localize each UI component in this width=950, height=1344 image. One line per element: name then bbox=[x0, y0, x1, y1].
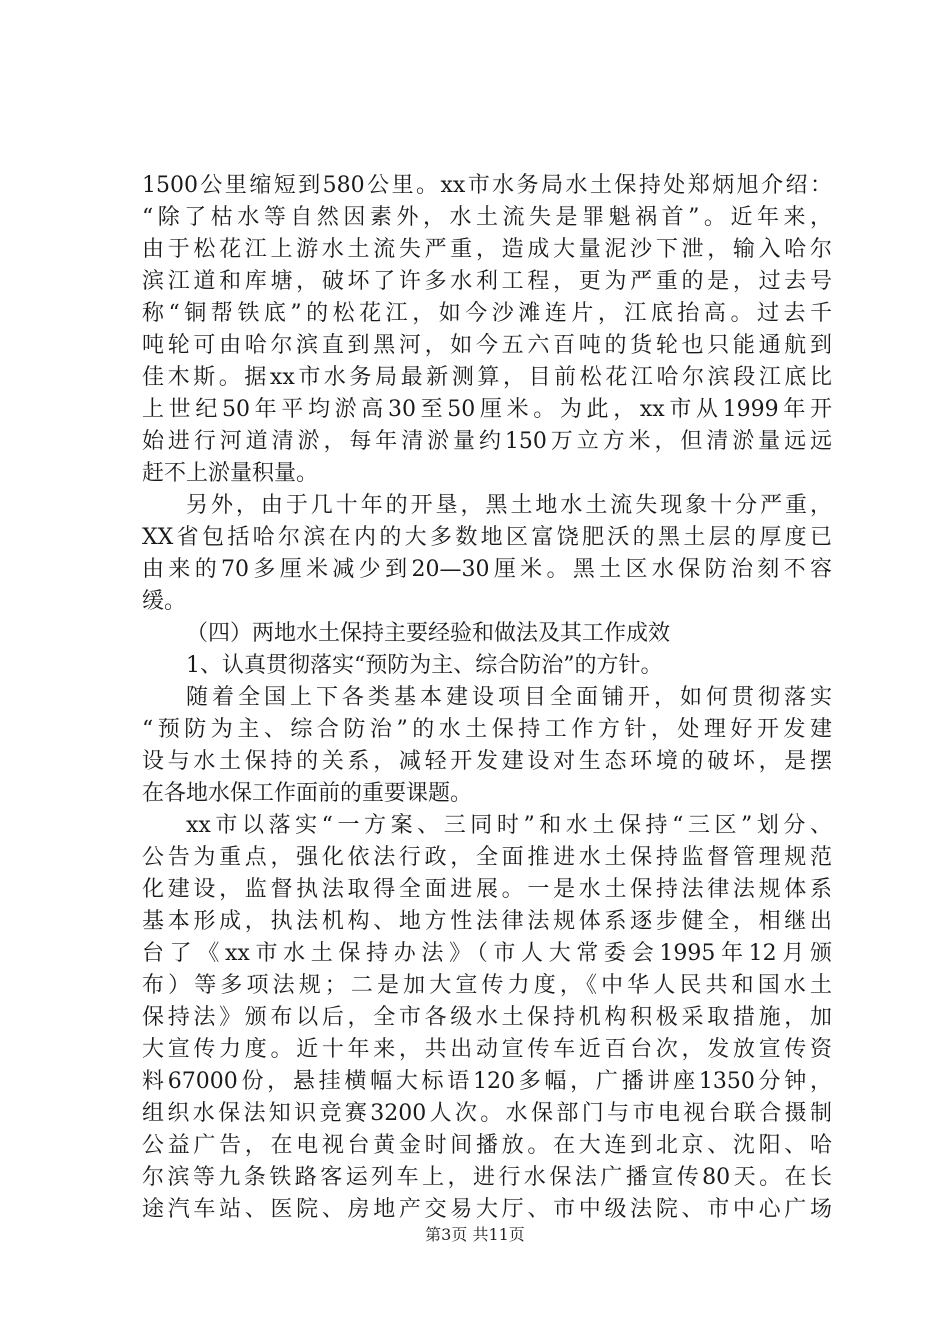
text-line: “除了枯水等自然因素外，水土流失是罪魁祸首”。近年来， bbox=[142, 205, 832, 230]
text-line: 公益广告，在电视台黄金时间播放。在大连到北京、沈阳、哈 bbox=[142, 1133, 832, 1158]
text-line: 公告为重点，强化依法行政，全面推进水土保持监督管理规范 bbox=[142, 845, 832, 870]
text-line: 在各地水保工作面前的重要课题。 bbox=[142, 781, 473, 806]
text-line: 由来的70多厘米减少到20—30厘米。黑土区水保防治刻不容 bbox=[142, 557, 832, 582]
section-heading: （四）两地水土保持主要经验和做法及其工作成效 bbox=[186, 621, 671, 646]
text-line: 由于松花江上游水土流失严重，造成大量泥沙下泄，输入哈尔 bbox=[142, 237, 832, 262]
text-line: 布）等多项法规；二是加大宣传力度，《中华人民共和国水土 bbox=[142, 973, 832, 998]
text-line: 佳木斯。据xx市水务局最新测算，目前松花江哈尔滨段江底比 bbox=[142, 365, 832, 390]
text-line: 1500公里缩短到580公里。xx市水务局水土保持处郑炳旭介绍： bbox=[142, 173, 832, 198]
text-line: 途汽车站、医院、房地产交易大厅、市中级法院、市中心广场 bbox=[142, 1197, 832, 1222]
paragraph-first-line: 另外，由于几十年的开垦，黑土地水土流失现象十分严重， bbox=[186, 493, 832, 518]
text-line: 大宣传力度。近十年来，共出动宣传车近百台次，发放宣传资 bbox=[142, 1037, 832, 1062]
text-line: 始进行河道清淤，每年清淤量约150万立方米，但清淤量远远 bbox=[142, 429, 832, 454]
text-line: 台了《xx市水土保持办法》（市人大常委会1995年12月颁 bbox=[142, 941, 832, 966]
page-number: 第3页 共11页 bbox=[425, 1225, 525, 1244]
text-line: 上世纪50年平均淤高30至50厘米。为此，xx市从1999年开 bbox=[142, 397, 832, 422]
paragraph-first-line: xx市以落实“一方案、三同时”和水土保持“三区”划分、 bbox=[186, 813, 832, 838]
text-line: 化建设，监督执法取得全面进展。一是水土保持法律法规体系 bbox=[142, 877, 832, 902]
text-line: 组织水保法知识竞赛3200人次。水保部门与市电视台联合摄制 bbox=[142, 1101, 832, 1126]
subsection-heading: 1、认真贯彻落实“预防为主、综合防治”的方针。 bbox=[186, 653, 663, 678]
text-line: 保持法》颁布以后，全市各级水土保持机构积极采取措施，加 bbox=[142, 1005, 832, 1030]
text-line: 缓。 bbox=[142, 589, 187, 614]
text-line: 赶不上淤量积量。 bbox=[142, 461, 319, 486]
text-line: 尔滨等九条铁路客运列车上，进行水保法广播宣传80天。在长 bbox=[142, 1165, 832, 1190]
text-line: 滨江道和库塘，破坏了许多水利工程，更为严重的是，过去号 bbox=[142, 269, 832, 294]
paragraph-first-line: 随着全国上下各类基本建设项目全面铺开，如何贯彻落实 bbox=[186, 685, 832, 710]
text-line: “预防为主、综合防治”的水土保持工作方针，处理好开发建 bbox=[142, 717, 832, 742]
body-text bbox=[142, 170, 832, 1226]
text-line: XX省包括哈尔滨在内的大多数地区富饶肥沃的黑土层的厚度已 bbox=[142, 525, 832, 550]
text-line: 吨轮可由哈尔滨直到黑河，如今五六百吨的货轮也只能通航到 bbox=[142, 333, 832, 358]
text-line: 称“铜帮铁底”的松花江，如今沙滩连片，江底抬高。过去千 bbox=[142, 301, 832, 326]
text-line: 基本形成，执法机构、地方性法律法规体系逐步健全，相继出 bbox=[142, 909, 832, 934]
text-line: 设与水土保持的关系，减轻开发建设对生态环境的破坏，是摆 bbox=[142, 749, 832, 774]
text-line: 料67000份，悬挂横幅大标语120多幅，广播讲座1350分钟， bbox=[142, 1069, 832, 1094]
